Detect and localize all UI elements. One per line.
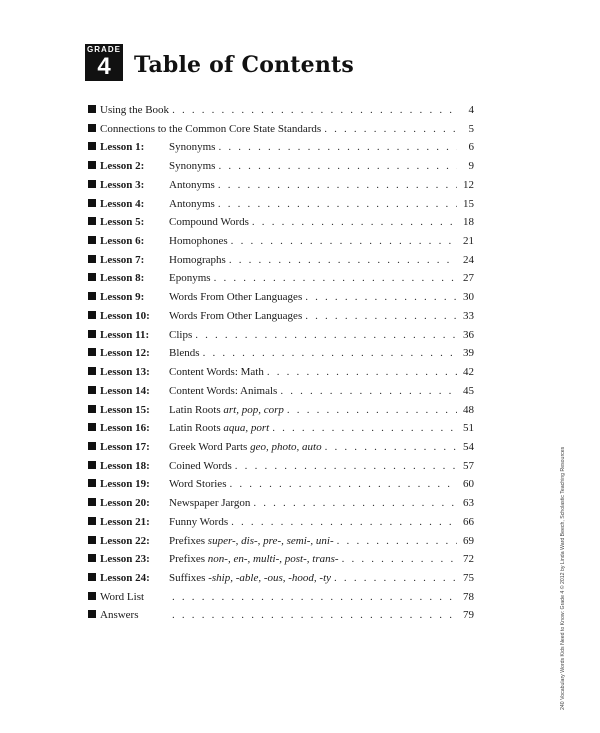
toc-entry-title: Suffixes -ship, -able, -ous, -hood, -ty [169, 571, 332, 584]
toc-page-number: 42 [463, 366, 474, 379]
grade-number: 4 [97, 53, 111, 80]
toc-entry-title: Compound Words [169, 216, 249, 229]
toc-entry [88, 232, 474, 251]
square-bullet-icon [88, 124, 96, 132]
toc-entry-title: Synonyms [169, 160, 216, 173]
toc-entry [88, 251, 474, 270]
toc-entry-title: Funny Words [169, 515, 229, 528]
toc-page-number: 27 [463, 272, 474, 285]
toc-entry-label: Lesson 15: [100, 403, 150, 416]
toc-entry-title: Word Stories [169, 478, 227, 491]
toc-entry-label: Lesson 6: [100, 235, 145, 248]
toc-page-number: 79 [463, 609, 474, 622]
toc-entry-title: Homographs [169, 253, 226, 266]
toc-entry-title: Latin Roots aqua, port [169, 422, 270, 435]
toc-entry [88, 606, 474, 625]
toc-page-number: 36 [463, 328, 474, 341]
toc-entry-label: Lesson 18: [100, 459, 150, 472]
toc-entry [88, 269, 474, 288]
toc-entry [88, 550, 474, 569]
toc-entry-title: Homophones [169, 235, 228, 248]
toc-entry-label: Connections to the Common Core State Standards [100, 122, 322, 135]
toc-entry-title: Latin Roots art, pop, corp [169, 403, 284, 416]
dot-leader [324, 120, 457, 139]
dot-leader [272, 419, 457, 438]
dot-leader [337, 532, 457, 551]
toc-page-number: 69 [463, 534, 474, 547]
toc-entry-label: Lesson 13: [100, 366, 150, 379]
dot-leader [334, 569, 457, 588]
toc-entry-label: Lesson 14: [100, 384, 150, 397]
toc-page-number: 57 [463, 459, 474, 472]
square-bullet-icon [88, 573, 96, 581]
toc-page-number: 48 [463, 403, 474, 416]
toc-entry-label: Lesson 10: [100, 309, 150, 322]
toc-entry [88, 419, 474, 438]
toc-entry [88, 344, 474, 363]
toc-entry-title: Content Words: Math [169, 366, 264, 379]
square-bullet-icon [88, 311, 96, 319]
toc-entry [88, 494, 474, 513]
toc-page-number: 15 [463, 197, 474, 210]
toc-entry-label: Lesson 4: [100, 197, 145, 210]
toc-entry-label: Lesson 5: [100, 216, 145, 229]
toc-entry [88, 157, 474, 176]
square-bullet-icon [88, 142, 96, 150]
toc-page-number: 18 [463, 216, 474, 229]
toc-page-number: 45 [463, 384, 474, 397]
toc-entry-label: Using the Book [100, 104, 170, 116]
toc-entry [88, 513, 474, 532]
square-bullet-icon [88, 199, 96, 207]
toc-entry-label: Lesson 1: [100, 141, 145, 154]
toc-entry-label: Lesson 3: [100, 178, 145, 191]
toc-entry-title: Clips [169, 328, 193, 341]
dot-leader [231, 232, 457, 251]
dot-leader [172, 101, 457, 120]
dot-leader [287, 401, 457, 420]
toc-page-number: 75 [463, 571, 474, 584]
dot-leader [252, 213, 457, 232]
toc-entry [88, 438, 474, 457]
square-bullet-icon [88, 517, 96, 525]
toc-entry-label: Lesson 11: [100, 328, 150, 341]
toc-entry-title: Prefixes super-, dis-, pre-, semi-, uni- [169, 534, 334, 547]
toc-page-number: 63 [463, 497, 474, 510]
dot-leader [203, 344, 457, 363]
square-bullet-icon [88, 236, 96, 244]
toc-entry-title: Eponyms [169, 272, 211, 285]
dot-leader [218, 195, 457, 214]
toc-page-number: 21 [463, 235, 474, 248]
toc-entry-label: Lesson 12: [100, 347, 150, 360]
toc-entry-label: Lesson 17: [100, 440, 150, 453]
toc-entry-label: Lesson 24: [100, 571, 150, 584]
square-bullet-icon [88, 217, 96, 225]
square-bullet-icon [88, 273, 96, 281]
dot-leader [267, 363, 457, 382]
square-bullet-icon [88, 423, 96, 431]
toc-entry [88, 588, 474, 607]
toc-entry-title: Prefixes non-, en-, multi-, post-, trans- [169, 553, 339, 566]
toc-entry [88, 475, 474, 494]
dot-leader [342, 550, 457, 569]
toc-entry-title: Words From Other Languages [169, 309, 303, 322]
toc-entry [88, 326, 474, 345]
toc-page-number: 33 [463, 309, 474, 322]
toc-entry-title: Content Words: Animals [169, 384, 278, 397]
copyright-note: 240 Vocabulary Words Kids Need to Know: Grade 4 © 2012 by Linda Ward Beech, Scholastic Teaching Resources [560, 446, 566, 710]
toc-entry-label: Word List [100, 590, 145, 603]
square-bullet-icon [88, 405, 96, 413]
dot-leader [218, 138, 457, 157]
toc-page-number: 39 [463, 347, 474, 360]
dot-leader [218, 176, 457, 195]
toc-entry [88, 101, 474, 120]
dot-leader [229, 251, 457, 270]
toc-entry-label: Lesson 2: [100, 160, 145, 173]
toc-page-number: 24 [463, 253, 474, 266]
toc-entry [88, 138, 474, 157]
toc-entry [88, 569, 474, 588]
table-of-contents [88, 101, 474, 625]
toc-entry-label: Lesson 8: [100, 272, 145, 285]
toc-entry-title: Greek Word Parts geo, photo, auto [169, 440, 322, 453]
toc-entry-label: Lesson 16: [100, 422, 150, 435]
toc-entry [88, 120, 474, 139]
toc-entry [88, 401, 474, 420]
toc-page-number: 9 [468, 160, 474, 173]
dot-leader [214, 269, 457, 288]
toc-page-number: 5 [468, 122, 474, 135]
square-bullet-icon [88, 610, 96, 618]
toc-page-number: 72 [463, 553, 474, 566]
square-bullet-icon [88, 292, 96, 300]
square-bullet-icon [88, 367, 96, 375]
toc-page-number: 4 [468, 104, 474, 116]
toc-entry [88, 382, 474, 401]
toc-entry [88, 457, 474, 476]
toc-entry-title: Words From Other Languages [169, 291, 303, 304]
toc-entry-label: Lesson 22: [100, 534, 150, 547]
dot-leader [172, 606, 457, 625]
square-bullet-icon [88, 348, 96, 356]
dot-leader [229, 475, 457, 494]
toc-entry-title: Coined Words [169, 459, 232, 472]
toc-entry [88, 532, 474, 551]
dot-leader [280, 382, 457, 401]
toc-entry [88, 195, 474, 214]
square-bullet-icon [88, 592, 96, 600]
dot-leader [325, 438, 457, 457]
square-bullet-icon [88, 498, 96, 506]
toc-entry [88, 363, 474, 382]
toc-entry [88, 176, 474, 195]
toc-entry-label: Lesson 23: [100, 553, 150, 566]
dot-leader [235, 457, 457, 476]
dot-leader [172, 588, 457, 607]
toc-entry-label: Lesson 19: [100, 478, 150, 491]
square-bullet-icon [88, 255, 96, 263]
toc-page-number: 30 [463, 291, 474, 304]
toc-entry [88, 288, 474, 307]
toc-entry-label: Answers [100, 609, 139, 622]
square-bullet-icon [88, 461, 96, 469]
square-bullet-icon [88, 180, 96, 188]
dot-leader [231, 513, 457, 532]
square-bullet-icon [88, 330, 96, 338]
grade-label: GRADE [87, 45, 121, 54]
square-bullet-icon [88, 554, 96, 562]
toc-entry [88, 307, 474, 326]
square-bullet-icon [88, 386, 96, 394]
toc-page-number: 54 [463, 440, 474, 453]
toc-page-number: 6 [468, 141, 474, 154]
toc-page-number: 60 [463, 478, 474, 491]
toc-entry [88, 213, 474, 232]
square-bullet-icon [88, 479, 96, 487]
toc-entry-label: Lesson 21: [100, 515, 150, 528]
toc-page-number: 51 [463, 422, 474, 435]
dot-leader [253, 494, 457, 513]
toc-page-number: 12 [463, 178, 474, 191]
toc-entry-label: Lesson 9: [100, 291, 145, 304]
square-bullet-icon [88, 536, 96, 544]
toc-entry-label: Lesson 7: [100, 253, 145, 266]
dot-leader [218, 157, 457, 176]
toc-entry-title: Newspaper Jargon [169, 497, 251, 510]
grade-badge [85, 44, 123, 81]
square-bullet-icon [88, 442, 96, 450]
toc-entry-title: Antonyms [169, 197, 215, 210]
dot-leader [195, 326, 457, 345]
toc-entry-title: Antonyms [169, 178, 215, 191]
square-bullet-icon [88, 161, 96, 169]
toc-entry-title: Blends [169, 347, 200, 360]
toc-entry-title: Synonyms [169, 141, 216, 154]
dot-leader [305, 307, 457, 326]
toc-page-number: 78 [463, 590, 474, 603]
page-title: Table of Contents [134, 52, 354, 78]
toc-entry-label: Lesson 20: [100, 497, 150, 510]
toc-page-number: 66 [463, 515, 474, 528]
dot-leader [305, 288, 457, 307]
square-bullet-icon [88, 105, 96, 113]
